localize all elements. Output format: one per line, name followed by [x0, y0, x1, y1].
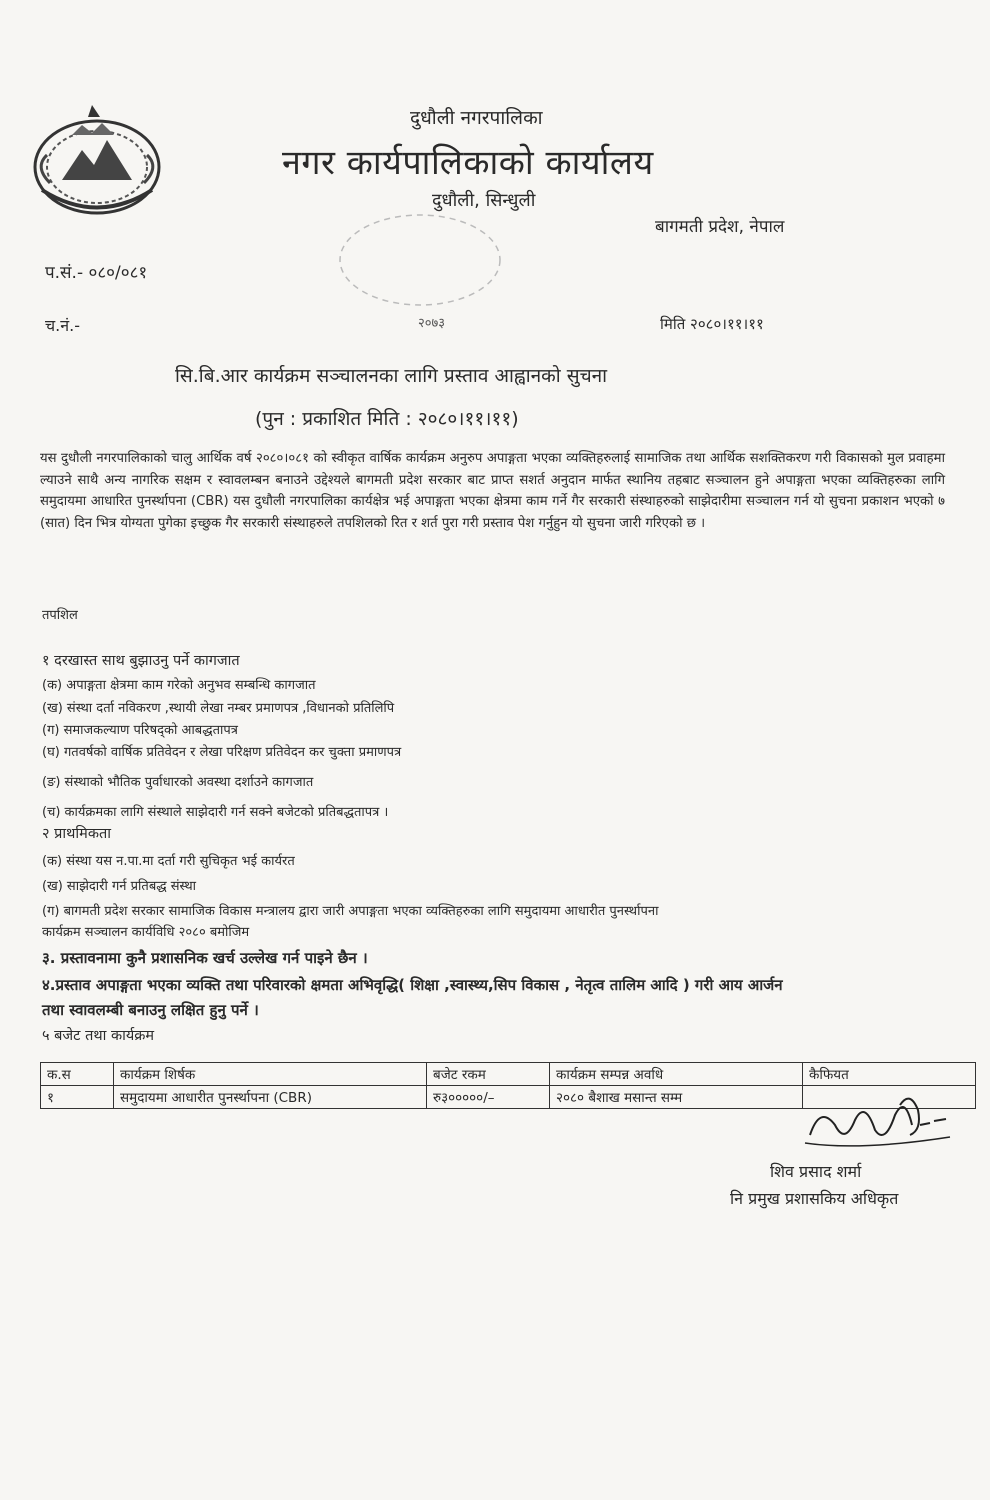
details-heading: तपशिल	[42, 608, 78, 623]
office-address: दुधौली, सिन्धुली	[432, 190, 536, 211]
priority-item: (ख) साझेदारी गर्न प्रतिबद्ध संस्था	[42, 879, 197, 894]
letter-date: मिति २०८०।११।११	[660, 315, 764, 333]
priority-item-continued: कार्यक्रम सञ्चालन कार्यविधि २०८० बमोजिम	[42, 925, 250, 940]
table-header-cell: क.स	[41, 1063, 114, 1086]
table-cell: २०८० बैशाख मसान्त सम्म	[550, 1086, 803, 1109]
priority-item: (ग) बागमती प्रदेश सरकार सामाजिक विकास मन्त्रालय द्वारा जारी अपाङ्गता भएका व्यक्तिहरुका लागि समुदायमा आधारीत पुनर्स्थापना	[42, 904, 659, 919]
table-cell: १	[41, 1086, 114, 1109]
document-item: (क) अपाङ्गता क्षेत्रमा काम गरेको अनुभव सम्बन्धि कागजात	[42, 678, 316, 693]
document-item: (ङ) संस्थाको भौतिक पुर्वाधारको अवस्था दर्शाउने कागजात	[42, 775, 314, 790]
dispatch-number: च.नं.-	[45, 316, 80, 335]
province-line: बागमती प्रदेश, नेपाल	[655, 217, 785, 237]
table-header-cell: बजेट रकम	[427, 1063, 550, 1086]
priority-item: (क) संस्था यस न.पा.मा दर्ता गरी सुचिकृत भई कार्यरत	[42, 854, 295, 869]
document-item: (च) कार्यक्रमका लागि संस्थाले साझेदारी गर्न सक्ने बजेटको प्रतिबद्धतापत्र ।	[42, 805, 389, 820]
stamp-year: २०७३	[418, 316, 446, 331]
faded-stamp-icon	[330, 205, 510, 315]
document-item: (घ) गतवर्षको वार्षिक प्रतिवेदन र लेखा परिक्षण प्रतिवेदन कर चुक्ता प्रमाणपत्र	[42, 745, 402, 760]
handwritten-signature-icon	[800, 1085, 960, 1160]
republish-date: (पुन : प्रकाशित मिति : २०८०।११।११)	[255, 408, 519, 430]
table-header-row	[41, 1063, 976, 1086]
priority-heading: २ प्राथमिकता	[42, 826, 112, 842]
letter-number: प.सं.- ०८०/०८१	[45, 263, 148, 283]
nepal-emblem-icon	[22, 95, 172, 225]
signer-title: नि प्रमुख प्रशासकिय अधिकृत	[730, 1189, 899, 1208]
point-5: ५ बजेट तथा कार्यक्रम	[42, 1028, 155, 1044]
document-item: (ख) संस्था दर्ता नविकरण ,स्थायी लेखा नम्बर प्रमाणपत्र ,विधानको प्रतिलिपि	[42, 701, 395, 716]
point-4: ४.प्रस्ताव अपाङ्गता भएका व्यक्ति तथा परिवारको क्षमता अभिवृद्धि( शिक्षा ,स्वास्थ्य,सिप विकास , नेतृत्व तालिम आदि ) गरी आय आर्जन	[42, 976, 783, 994]
notice-body: यस दुधौली नगरपालिकाको चालु आर्थिक वर्ष २०८०।०८१ को स्वीकृत वार्षिक कार्यक्रम अनुरुप अपाङ्गता भएका व्यक्तिहरुलाई सामाजिक तथा आर्थिक सशक्तिकरण गरी विकासको मुल प्रवाहमा ल्याउने साथै अन्य नागरिक सक्षम र स्वावलम्बन बनाउने उद्देश्यले बागमती प्रदेश सरकार बाट प्राप्त सशर्त अनुदान मार्फत स्थानिय तहबाट सञ्चालन हुने अपाङ्गता भएका व्यक्तिहरुका लागि समुदायमा आधारित पुनर्स्थापना (CBR) यस दुधौली नगरपालिका कार्यक्षेत्र भई अपाङ्गता भएका क्षेत्रमा काम गर्ने गैर सरकारी संस्थाहरुको साझेदारीमा सञ्चालन गर्न यो सुचना प्रकाशन भएको ७ (सात) दिन भित्र योग्यता पुगेका इच्छुक गैर सरकारी संस्थाहरुले तपशिलको रित र शर्त पुरा गरी प्रस्ताव पेश गर्नुहुन यो सुचना जारी गरिएको छ ।	[40, 451, 945, 531]
documents-heading: १ दरखास्त साथ बुझाउनु पर्ने कागजात	[42, 653, 240, 669]
municipality-name: दुधौली नगरपालिका	[410, 107, 543, 129]
point-3: ३. प्रस्तावनामा कुनै प्रशासनिक खर्च उल्लेख गर्न पाइने छैन ।	[42, 949, 368, 967]
table-cell: समुदायमा आधारीत पुनर्स्थापना (CBR)	[114, 1086, 427, 1109]
document-item: (ग) समाजकल्याण परिषद्को आबद्धतापत्र	[42, 723, 238, 738]
notice-title: सि.बि.आर कार्यक्रम सञ्चालनका लागि प्रस्ताव आह्वानको सुचना	[175, 365, 608, 387]
table-cell: रु३०००००/–	[427, 1086, 550, 1109]
table-header-cell: कार्यक्रम सम्पन्न अवधि	[550, 1063, 803, 1086]
table-header-cell: कार्यक्रम शिर्षक	[114, 1063, 427, 1086]
table-header-cell: कैफियत	[803, 1063, 976, 1086]
point-4-continued: तथा स्वावलम्बी बनाउनु लक्षित हुनु पर्ने ।	[42, 1001, 259, 1019]
office-title: नगर कार्यपालिकाको कार्यालय	[282, 143, 654, 183]
signer-name: शिव प्रसाद शर्मा	[770, 1162, 862, 1181]
